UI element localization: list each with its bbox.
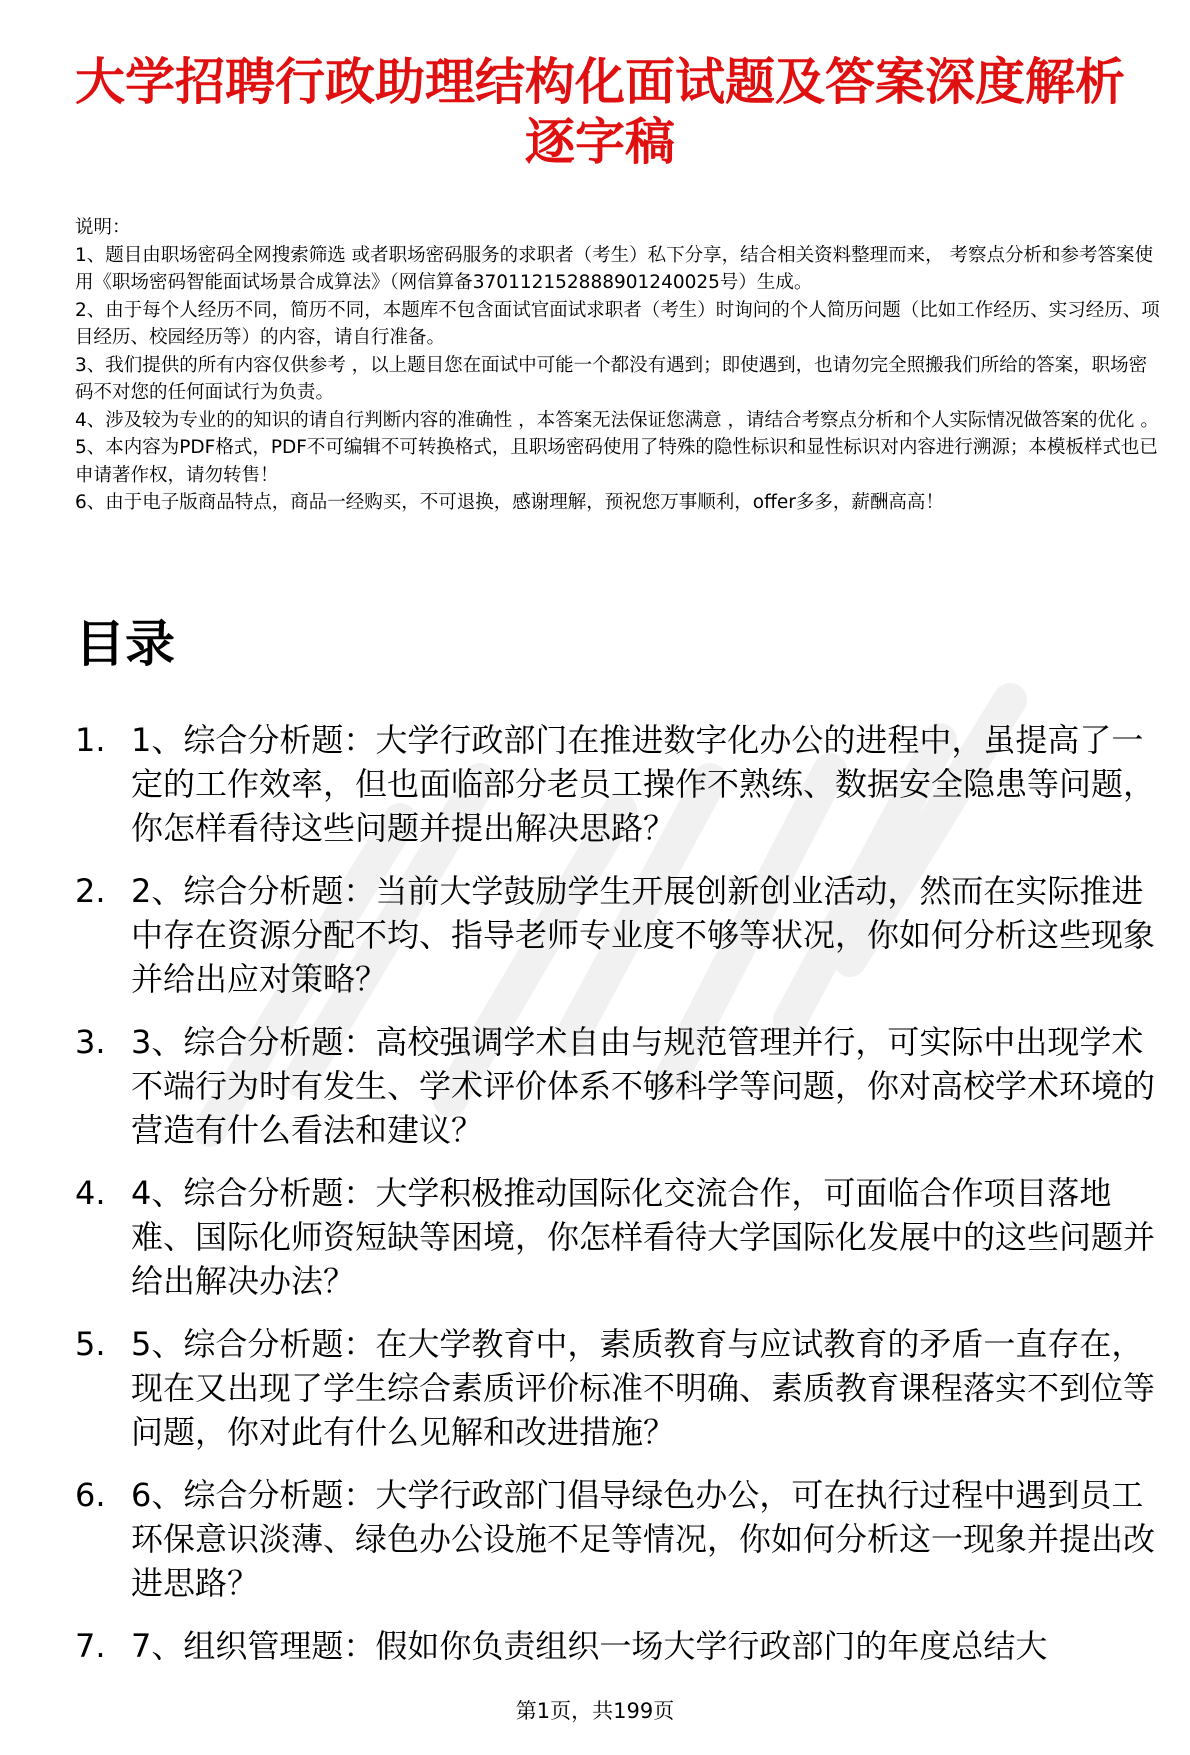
note-item-2: 2、由于每个人经历不同，简历不同，本题库不包含面试官面试求职者（考生）时询问的个人简历问题（比如工作经历、实习经历、项目经历、校园经历等）的内容，请自行准备。 — [75, 299, 1160, 348]
document-title: 大学招聘行政助理结构化面试题及答案深度解析逐字稿 — [75, 53, 1125, 171]
toc-item-number: 6. — [75, 1476, 106, 1514]
toc-item-number: 1. — [75, 721, 106, 759]
toc-item[interactable] — [75, 1322, 1170, 1454]
notes-label: 说明： — [75, 217, 131, 238]
note-item-5: 5、本内容为PDF格式，PDF不可编辑不可转换格式，且职场密码使用了特殊的隐性标识和显性标识对内容进行溯源；本模板样式也已申请著作权，请勿转售！ — [75, 437, 1158, 486]
toc-item-text: 3、综合分析题：高校强调学术自由与规范管理并行，可实际中出现学术不端行为时有发生、学术评价体系不够科学等问题，你对高校学术环境的营造有什么看法和建议？ — [131, 1023, 1156, 1149]
toc-item-text: 5、综合分析题：在大学教育中，素质教育与应试教育的矛盾一直存在，现在又出现了学生综合素质评价标准不明确、素质教育课程落实不到位等问题，你对此有什么见解和改进措施？ — [131, 1325, 1156, 1451]
toc-item-number: 3. — [75, 1023, 106, 1061]
toc-item-text: 6、综合分析题：大学行政部门倡导绿色办公，可在执行过程中遇到员工环保意识淡薄、绿色办公设施不足等情况，你如何分析这一现象并提出改进思路？ — [131, 1476, 1156, 1602]
toc-item-text: 1、综合分析题：大学行政部门在推进数字化办公的进程中，虽提高了一定的工作效率，但也面临部分老员工操作不熟练、数据安全隐患等问题，你怎样看待这些问题并提出解决思路？ — [131, 721, 1156, 847]
toc-list — [75, 718, 1170, 1687]
toc-item[interactable] — [75, 1624, 1170, 1668]
toc-item[interactable] — [75, 1171, 1170, 1303]
toc-item-text: 4、综合分析题：大学积极推动国际化交流合作，可面临合作项目落地难、国际化师资短缺等困境，你怎样看待大学国际化发展中的这些问题并给出解决办法？ — [131, 1174, 1156, 1300]
note-item-3: 3、我们提供的所有内容仅供参考 ，以上题目您在面试中可能一个都没有遇到；即使遇到，也请勿完全照搬我们所给的答案，职场密码不对您的任何面试行为负责。 — [75, 354, 1148, 403]
toc-heading: 目录 — [75, 615, 175, 673]
toc-item[interactable] — [75, 1473, 1170, 1605]
note-item-4: 4、涉及较为专业的的知识的请自行判断内容的准确性 ，本答案无法保证您满意 ，请结合考察点分析和个人实际情况做答案的优化 。 — [75, 409, 1159, 431]
toc-item[interactable] — [75, 718, 1170, 850]
note-item-1: 1、题目由职场密码全网搜索筛选 或者职场密码服务的求职者（考生）私下分享，结合相关资料整理而来， 考察点分析和参考答案使用《职场密码智能面试场景合成算法》（网信算备370112152888901240025号）生成。 — [75, 244, 1154, 293]
toc-item-number: 5. — [75, 1325, 106, 1363]
notes-section — [75, 214, 1165, 517]
toc-item-number: 2. — [75, 872, 106, 910]
toc-item[interactable] — [75, 869, 1170, 1001]
note-item-6: 6、由于电子版商品特点，商品一经购买，不可退换，感谢理解，预祝您万事顺利，offer多多，薪酬高高！ — [75, 492, 944, 513]
toc-item-text: 2、综合分析题：当前大学鼓励学生开展创新创业活动，然而在实际推进中存在资源分配不均、指导老师专业度不够等状况，你如何分析这些现象并给出应对策略？ — [131, 872, 1156, 998]
toc-item-number: 7. — [75, 1627, 106, 1665]
toc-item-text: 7、组织管理题：假如你负责组织一场大学行政部门的年度总结大 — [131, 1627, 1048, 1665]
toc-item-number: 4. — [75, 1174, 106, 1212]
page-footer: 第1页，共199页 — [515, 1699, 675, 1723]
toc-item[interactable] — [75, 1020, 1170, 1152]
